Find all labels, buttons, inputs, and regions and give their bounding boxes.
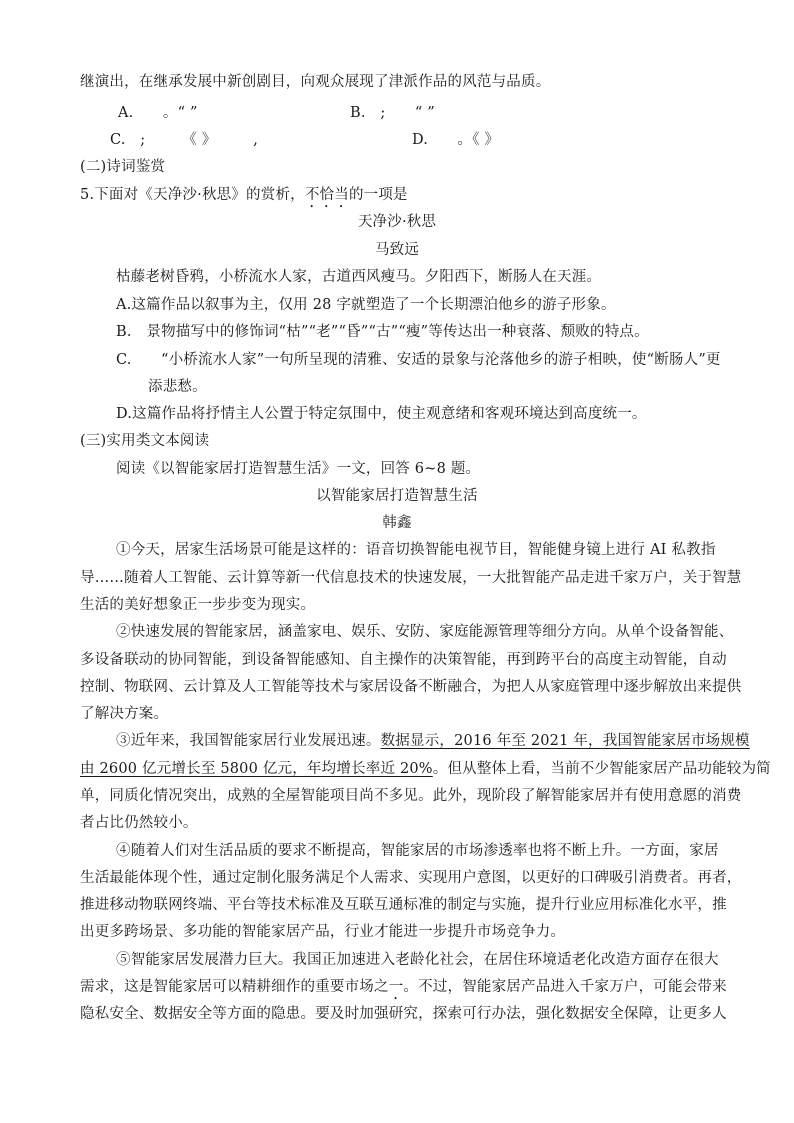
question-5-option-d: D.这篇作品将抒情主人公置于特定氛围中，使主观意绪和客观环境达到高度统一。 [116,406,647,422]
question-5-stem [80,185,408,211]
q4-option-b: B. ; “ ” [350,105,435,121]
paragraph-4-line-2: 生活最能体现个性，通过定制化服务满足个人需求、实现用户意图，以更好的口碑吸引消费者。再者， [80,870,742,886]
intro-line: 继演出，在继承发展中新创剧目，向观众展现了津派作品的风范与品质。 [80,74,551,90]
paragraph-5-emphasis: 一 [388,979,404,995]
paragraph-5-line-2-before: 需求，这是智能家居可以精耕细作的重要市场之 [80,979,389,995]
section-title-poetry: (二)诗词鉴赏 [80,159,166,175]
question-5-stem-after: 的一项是 [348,187,408,203]
paragraph-5-line-1: ⑤智能家居发展潜力巨大。我国正加速进入老龄化社会，在居住环境适老化改造方面存在很大 [116,952,719,968]
section-title-practical-reading: (三)实用类文本阅读 [80,433,210,449]
paragraph-3-line-3: 单，同质化情况突出，成熟的全屋智能项目尚不多见。此外，现阶段了解智能家居并有使用意愿的消费 [80,788,742,804]
paragraph-2-line-2: 多设备联动的协同智能，到设备智能感知、自主操作的决策智能，再到跨平台的高度主动智能，自动 [80,652,727,668]
paragraph-5-line-2-after: 。不过，智能家居产品进入千家万户，可能会带来 [403,979,727,995]
article-author: 韩鑫 [382,515,412,531]
paragraph-3-line-1 [116,731,750,751]
question-5-option-a: A.这篇作品以叙事为主，仅用 28 字就塑造了一个长期漂泊他乡的游子形象。 [116,297,616,313]
article-title: 以智能家居打造智慧生活 [316,488,478,504]
q4-option-a: A. 。“ ” [118,105,198,121]
question-5-option-c-line-1: C. “小桥流水人家”一句所呈现的清雅、安适的景象与沦落他乡的游子相映，使“断肠人”更 [116,352,721,368]
paragraph-2-line-4: 了解决方案。 [80,706,169,722]
q4-option-d: D. 。《 》 [412,132,500,148]
paragraph-4-line-4: 出更多跨场景、多功能的智能家居产品，行业才能进一步提升市场竞争力。 [80,924,566,940]
paragraph-3-underlined-data-1: 数据显示，2016 年至 2021 年，我国智能家居市场规模 [380,733,750,749]
paragraph-3-line-4: 者占比仍然较小。 [80,815,198,831]
paragraph-1-line-1: ①今天，居家生活场景可能是这样的：语音切换智能电视节目，智能健身镜上进行 AI 私教指 [116,542,716,558]
paragraph-2-line-3: 控制、物联网、云计算及人工智能等技术与家居设备不断融合，为把人从家庭管理中逐步解放出来提供 [80,679,742,695]
paragraph-1-line-3: 生活的美好想象正一步步变为现实。 [80,597,316,613]
question-5-option-c-line-2: 添悲愁。 [148,379,207,395]
question-5-stem-before: 5.下面对《天净沙·秋思》的赏析， [80,187,305,203]
paragraph-3-line-1-plain: ③近年来，我国智能家居行业发展迅速。 [116,733,381,749]
poem-text: 枯藤老树昏鸦，小桥流水人家，古道西风瘦马。夕阳西下，断肠人在天涯。 [116,269,602,285]
poem-author: 马致远 [374,242,420,258]
paragraph-3-line-2 [80,759,771,779]
paragraph-5-line-3: 隐私安全、数据安全等方面的隐患。要及时加强研究，探索可行办法，强化数据安全保障，让更多人 [80,1006,727,1022]
paragraph-5-line-2 [80,977,727,1003]
paragraph-3-underlined-data-2: 由 2600 亿元增长至 5800 亿元，年均增长率近 20% [80,761,433,777]
paragraph-4-line-3: 推进移动物联网终端、平台等技术标准及互联互通标准的制定与实施，提升行业应用标准化水平，推 [80,897,727,913]
reading-instruction: 阅读《以智能家居打造智慧生活》一文，回答 6~8 题。 [116,461,481,477]
paragraph-1-line-2: 导……随着人工智能、云计算等新一代信息技术的快速发展，一大批智能产品走进千家万户，关于智慧 [80,570,742,586]
question-5-stem-emphasis: 不恰当 [304,187,349,203]
paragraph-3-line-2-plain: 。但从整体上看，当前不少智能家居产品功能较为简 [432,761,771,777]
question-5-option-b: B. 景物描写中的修饰词“枯”“老”“昏”“古”“瘦”等传达出一种衰落、颓败的特点。 [116,324,649,340]
paragraph-4-line-1: ④随着人们对生活品质的要求不断提高，智能家居的市场渗透率也将不断上升。一方面，家居 [116,843,719,859]
poem-title: 天净沙·秋思 [357,214,437,230]
q4-option-c: C. ; 《 》 , [110,132,259,148]
paragraph-2-line-1: ②快速发展的智能家居，涵盖家电、娱乐、安防、家庭能源管理等细分方向。从单个设备智能、 [116,624,734,640]
